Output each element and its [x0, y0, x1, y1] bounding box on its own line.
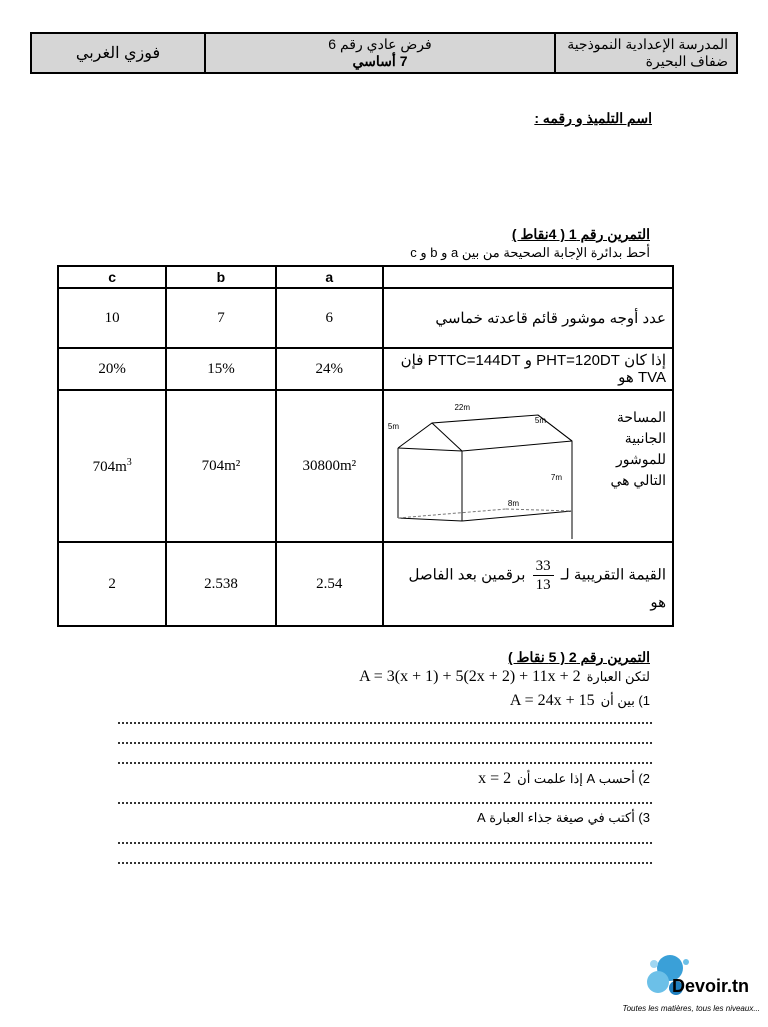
question-cell: عدد أوجه موشور قائم قاعدته خماسي: [383, 288, 673, 348]
exercise2-intro: لتكن العبارة: [586, 669, 650, 684]
question-text: المساحة الجانبية للموشور التالي هي: [610, 409, 666, 488]
question-1-label: 1) بين أن: [600, 693, 650, 708]
option-a[interactable]: 2.54: [276, 542, 383, 626]
school-cell: [554, 34, 736, 72]
option-b[interactable]: 2.538: [166, 542, 275, 626]
school-name: المدرسة الإعدادية النموذجية: [567, 36, 728, 52]
option-b[interactable]: 7: [166, 288, 275, 348]
answer-line[interactable]: [118, 802, 652, 804]
fraction: [533, 557, 554, 594]
option-c[interactable]: [58, 390, 166, 542]
question-2-expression: x = 2: [478, 770, 512, 787]
exercise2-statement: [359, 668, 650, 686]
exam-title: فرض عادي رقم 6: [328, 36, 432, 52]
table-row: [58, 390, 673, 542]
option-c[interactable]: 20%: [58, 348, 166, 390]
question-text-after: برقمين بعد الفاصل هو: [408, 566, 666, 611]
option-a[interactable]: 30800m²: [276, 390, 383, 542]
prism-hidden-edge: [398, 509, 506, 518]
prism-label-right: 5m: [534, 416, 546, 425]
expression-a: A = 3(x + 1) + 5(2x + 2) + 11x + 2: [359, 668, 581, 685]
logo-blob: [650, 960, 658, 968]
question-3: 3) أكتب في صيغة جذاء العبارة A: [476, 810, 650, 825]
question-cell: [383, 542, 673, 626]
header-blank: [383, 266, 673, 288]
table-row: [58, 288, 673, 348]
fraction-denominator: 13: [535, 577, 551, 593]
school-location: ضفاف البحيرة: [645, 53, 728, 69]
mcq-table: [57, 265, 674, 627]
prism-edge: [462, 441, 572, 451]
answer-line[interactable]: [118, 742, 652, 744]
prism-edge: [462, 511, 572, 521]
question-cell: إذا كان PHT=120DT و PTTC=144DT فإن TVA هو: [383, 348, 673, 390]
header-a: a: [276, 266, 383, 288]
question-text-before: القيمة التقريبية لـ: [560, 566, 666, 584]
prism-label-top: 22m: [454, 403, 470, 412]
table-row: [58, 348, 673, 390]
answer-line[interactable]: [118, 722, 652, 724]
student-name-label: اسم التلميذ و رقمه :: [534, 110, 652, 126]
logo-tagline: Toutes les matières, tous les niveaux...: [622, 1004, 760, 1013]
exercise1-title: التمرين رقم 1 ( 4نقاط ): [511, 226, 650, 242]
exam-cell: [204, 34, 554, 72]
table-header-row: [58, 266, 673, 288]
answer-line[interactable]: [118, 762, 652, 764]
answer-line[interactable]: [118, 862, 652, 864]
header-box: [30, 32, 738, 74]
prism-hidden-edge: [506, 509, 572, 511]
option-a[interactable]: 6: [276, 288, 383, 348]
option-c-exponent: 3: [126, 456, 132, 468]
prism-edge: [398, 448, 462, 451]
devoir-logo: [578, 942, 760, 1022]
question-cell: [383, 390, 673, 542]
teacher-name: فوزي الغربي: [75, 44, 161, 62]
option-b[interactable]: 704m²: [166, 390, 275, 542]
option-c[interactable]: 10: [58, 288, 166, 348]
exam-level: 7 أساسي: [352, 53, 408, 69]
question-2: [478, 770, 650, 788]
option-b[interactable]: 15%: [166, 348, 275, 390]
prism-label-left: 5m: [387, 422, 399, 431]
question-1-expression: A = 24x + 15: [509, 692, 595, 709]
header-b: b: [166, 266, 275, 288]
prism-figure: [386, 393, 586, 539]
question-2-label: 2) أحسب A إذا علمت أن: [517, 771, 650, 786]
logo-blob: [683, 959, 689, 965]
option-a[interactable]: 24%: [276, 348, 383, 390]
prism-edge: [432, 423, 462, 451]
question-1: [510, 692, 650, 710]
fraction-numerator: 33: [533, 557, 554, 576]
prism-label-depth: 8m: [507, 499, 519, 508]
exercise1-instruction: أحط بدائرة الإجابة الصحيحة من بين a و b و c: [410, 245, 650, 260]
exercise2-title: التمرين رقم 2 ( 5 نقاط ): [508, 649, 650, 665]
prism-outline: [398, 415, 572, 539]
option-c-base: 704m: [92, 458, 127, 475]
answer-line[interactable]: [118, 842, 652, 844]
prism-label-height: 7m: [550, 473, 562, 482]
prism-edge: [398, 518, 462, 521]
header-c: c: [58, 266, 166, 288]
logo-blob: [647, 971, 669, 993]
option-c[interactable]: 2: [58, 542, 166, 626]
logo-name: Devoir.tn: [672, 976, 750, 996]
table-row: [58, 542, 673, 626]
